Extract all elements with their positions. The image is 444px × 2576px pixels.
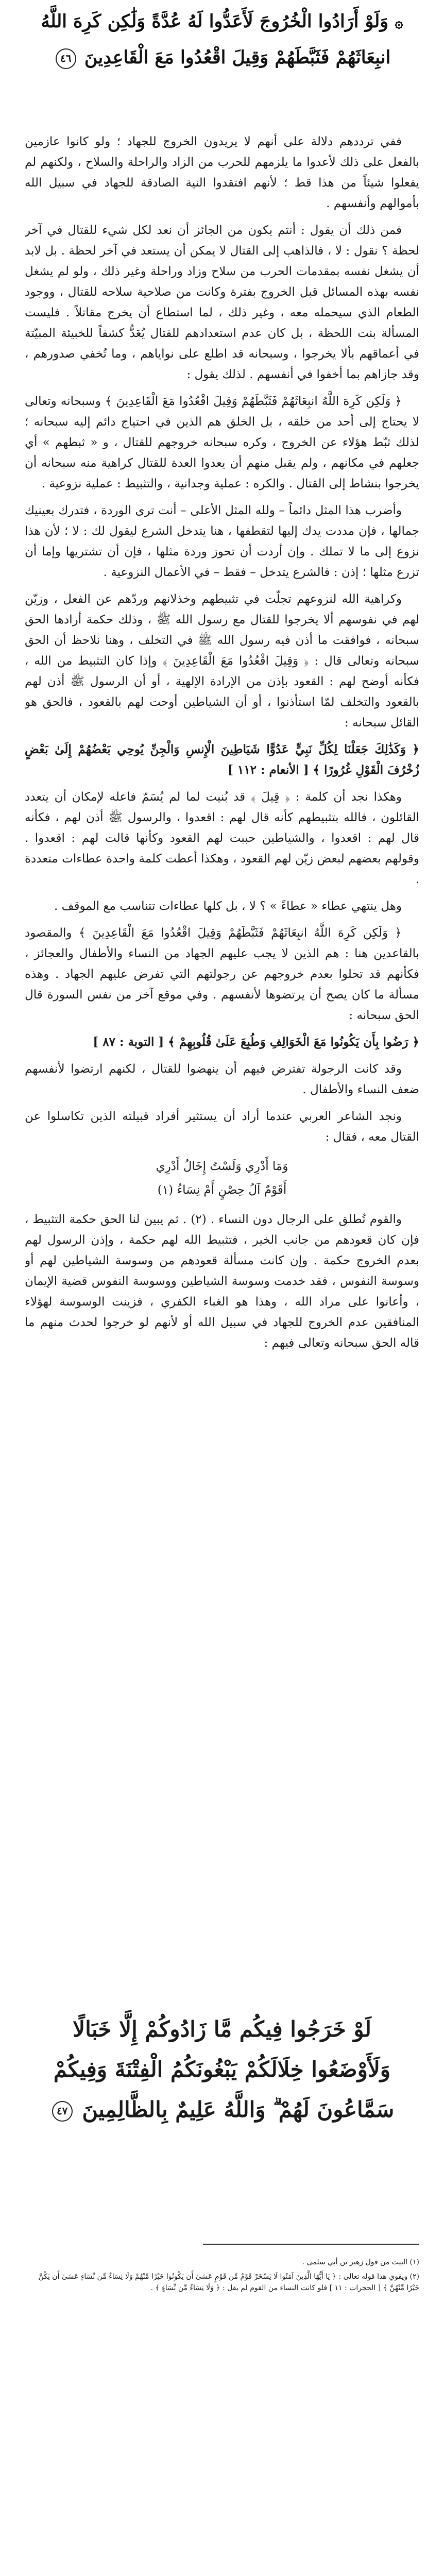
ayah-number-badge: ٤٧ (52, 2101, 73, 2122)
header-verse-text: وَلَوْ أَرَادُوا الْخُرُوجَ لَأَعَدُّوا لَهُ عُدَّةً وَلَٰكِن كَرِهَ اللَّهُ انبِعَاثَهُمْ فَثَبَّطَهُمْ وَقِيلَ اقْعُدُوا مَعَ الْقَاعِدِينَ (41, 11, 391, 68)
quran-quote: ﴿ وَكَذَٰلِكَ جَعَلْنَا لِكُلِّ نَبِيٍّ عَدُوًّا شَيَاطِينَ الْإِنسِ وَالْجِنِّ يُوحِي بَعْضُهُمْ إِلَىٰ بَعْضٍ زُخْرُفَ الْقَوْلِ غُرُورًا ﴾ [ الأنعام : ١١٢ ] (25, 742, 419, 777)
paragraph: والقوم تُطلق على الرجال دون النساء . (٢) . ثم يبين لنا الحق حكمة التثبيط ، فإن كان قعودهم من جانب الخير ، فتثبيط الله لهم حكمة ، وإذن الرسول لهم بعدم الخروج حكمة . وإن كانت مسألة قعودهم من وسوسة الشياطين لهم أو وسوسة النفوس ، فقد خدمت وسوسة الشياطين ووسوسة النفوس قضية الإيمان ، وأعانوا على مراد الله ، وهذا هو الغباء الكفري ، فزينت الوسوسة لهؤلاء المنافقين عدم الخروج للجهاد في سبيل الله أو لأنهم لو خرجوا لحدث منهم ما قاله الحق سبحانه وتعالى فيهم : (25, 1213, 419, 1350)
footnote-mark: (١) (157, 1183, 174, 1197)
poem-line (25, 1178, 419, 1202)
poem-line-text: أَقَوْمٌ آلُ حِصْنٍ أَمْ نِسَاءُ (177, 1183, 287, 1197)
paragraph: وأضرب هذا المثل دائماً – ولله المثل الأعلى – أنت ترى الوردة ، فتدرك بعينيك جمالها ، فإن مددت يدك إليها لتقطفها ، هنا يتدخل الشرع ليقول لك : لا ؛ لأن هذا نزوع إلى ما لا تملك . وإن أردت أن تحوز وردة مثلها ، فإن أن تشتريها وإما أن تزرع مثلها ؛ إذن : فالشرع يتدخل – فقط – في الأعمال النزوعية . (25, 504, 419, 579)
footnote: (٢) ويقوي هذا قوله تعالى : ﴿ يَا أَيُّهَا الَّذِينَ آمَنُوا لَا يَسْخَرْ قَوْمٌ مِّن قَوْمٍ عَسَىٰ أَن يَكُونُوا خَيْرًا مِّنْهُمْ وَلَا نِسَاءٌ مِّن نِّسَاءٍ عَسَىٰ أَن يَكُنَّ خَيْرًا مِّنْهُنَّ ﴾ [ الحجرات : ١١ ] فلو كانت النساء من القوم لم يقل : ﴿ وَلَا نِسَاءٌ مِّن نِّسَاءٍ ﴾ . (38, 2273, 419, 2292)
paragraph: ﴿ وَلَكِن كَرِهَ اللَّهُ انبِعَاثَهُمْ فَثَبَّطَهُمْ وَقِيلَ اقْعُدُوا مَعَ الْقَاعِدِينَ ﴾ والمقصود بالقاعدين هنا : هم الذين لا يجب عليهم الجهاد من النساء والأطفال والعجائز ، فكأنهم قد تحلوا بعدم خروجهم عن رجولتهم التي تفرض عليهم الجهاد . وهذه مسألة ما كان يصح أن يرتضوها لأنفسهم . وفي موقع آخر من نفس السورة قال الحق سبحانه : (25, 926, 419, 1022)
closing-verse (31, 2009, 413, 2164)
paragraph: ونجد الشاعر العربي عندما أراد أن يستثير أفراد قبيلته الذين تكاسلوا عن القتال معه ، فقال : (25, 1110, 419, 1144)
footnote-divider (203, 2244, 419, 2245)
paragraph: ﴿ وَلَكِن كَرِهَ اللَّهُ انبِعَاثَهُمْ فَثَبَّطَهُمْ وَقِيلَ اقْعُدُوا مَعَ الْقَاعِدِينَ ﴾ وسبحانه وتعالى لا يحتاج إلى أحد من خلقه ، بل الخلق هم الذين في احتياج دائم إليه سبحانه ؛ لذلك ثبّط هؤلاء عن الخروج ، وكره سبحانه خروجهم للقتال ، و « ثبطهم » أي جعلهم في مكانهم ، ولم يقبل منهم أن يعدوا العدة للقتال كراهية منه سبحانه أن يخرجوا بنشاط إلى القتال . والكره : عملية وجدانية ، والتثبيط : عملية نزوعية . (25, 395, 419, 490)
verse-ornament-icon: ۞ (395, 14, 403, 31)
paragraph: وكراهية الله لنزوعهم تجلّت في تثبيطهم وخذلانهم وردّهم عن الفعل ، وزيّن لهم في نفوسهم ألا يخرجوا للقتال مع رسول الله ﷺ ، وذلك حكمة أرادها الحق سبحانه ، فوافقت ما أذن فيه رسول الله ﷺ في التخلف ، وهنا نلاحظ أن الحق سبحانه وتعالى قال : ﴿ وَقِيلَ اقْعُدُوا مَعَ الْقَاعِدِينَ ﴾ وإذا كان التثبيط من الله ، فكأنه أوضح لهم : القعود بإذن من الإرادة الإلهية ، أو أن الرسول ﷺ أذن لهم بالقعود والتخلف لمّا استأذنوا ، أو أن الشياطين أوحت لهم بالقعود ، فالحق هو القائل سبحانه : (25, 592, 419, 730)
paragraph: وهل ينتهي عطاء « عطاءً » ؟ لا ، بل كلها عطاءات تتناسب مع الموقف . (54, 900, 402, 913)
paragraph: فمن ذلك أن يقول : أنتم يكون من الجائز أن نعد لكل شيء للقتال في آخر لحظة ؟ نقول : لا ، فالذاهب إلى القتال لا يمكن أن يستعد في آخر لحظة . بل لابد أن يشغل نفسه بمقدمات الحرب من سلاح وزاد وراحلة وغير ذلك ، ولو لم يشغل نفسه بهذه المسائل قبل الخروج بفترة وكانت من صلاحية سلاحه للقتال ، ووجود الطعام الذي سيحمله معه ، وغير ذلك ، لما استطاع أن يخرج مقاتلاً . فليست المسألة بنت اللحظة ، بل كان عدم استعدادهم للقتال يُعَدُّ كشفاً للخبيئة المبيّتة في أعماقهم بألا يخرجوا ، وسبحانه قد اطلع على نواياهم ، وما تُخفي صدورهم ، وقد جازاهم بما أخفوا في أنفسهم . لذلك يقول : (25, 224, 419, 381)
footnote: (١) البيت من قول زهير بن أبي سلمى . (302, 2258, 419, 2266)
paragraph: وقد كانت الرجولة تفترض فيهم أن ينهضوا للقتال ، لكنهم ارتضوا لأنفسهم ضعف النساء والأطفال . (25, 1062, 419, 1096)
quran-quote: ﴿ رَضُوا بِأَن يَكُونُوا مَعَ الْخَوَالِفِ وَطُبِعَ عَلَىٰ قُلُوبِهِمْ ﴾ [ التوبة : ٨٧ ] (93, 1035, 419, 1049)
closing-verse-text: لَوْ خَرَجُوا فِيكُم مَّا زَادُوكُمْ إِلَّا خَبَالًا وَلَأَوْضَعُوا خِلَالَكُمْ يَبْغُونَكُمُ الْفِتْنَةَ وَفِيكُمْ سَمَّاعُونَ لَهُمْ ۗ وَاللَّهُ عَلِيمٌ بِالظَّالِمِينَ (53, 2016, 395, 2122)
footnotes (25, 2257, 419, 2297)
header-verse (10, 4, 434, 112)
paragraph: وهكذا نجد أن كلمة : ﴿ قِيلَ ﴾ قد بُنيت لما لم يُسَمّ فاعله لإمكان أن يتعدد القائلون ، فالله بتثبيطهم كأنه قال لهم : اقعدوا ، والرسول ﷺ أذن لهم ، فكأنه قال لهم : اقعدوا ، والشياطين حببت لهم القعود وكأنها قالت لهم : اقعدوا . وقولهم بعضهم لبعض زيّن لهم القعود ، وهكذا أعطت كلمة واحدة عطاءات متعددة . (25, 790, 419, 886)
paragraph: ففي ترددهم دلالة على أنهم لا يريدون الخروج للجهاد ؛ ولو كانوا عازمين بالفعل على ذلك لأعدوا ما يلزمهم للحرب من الزاد والراحلة والسلاح ، ولكنهم لم يفعلوا شيئاً من هذا قط ؛ لأنهم افتقدوا النية الصادقة للجهاد في سبيل الله بأموالهم وأنفسهم . (25, 135, 419, 210)
poem (25, 1155, 419, 1202)
poem-line: وَمَا أَدْرِي وَلَسْتُ إِخَالُ أَدْرِي (156, 1160, 288, 1173)
commentary-body (25, 131, 419, 1973)
ayah-number-badge: ٤٦ (56, 48, 76, 69)
